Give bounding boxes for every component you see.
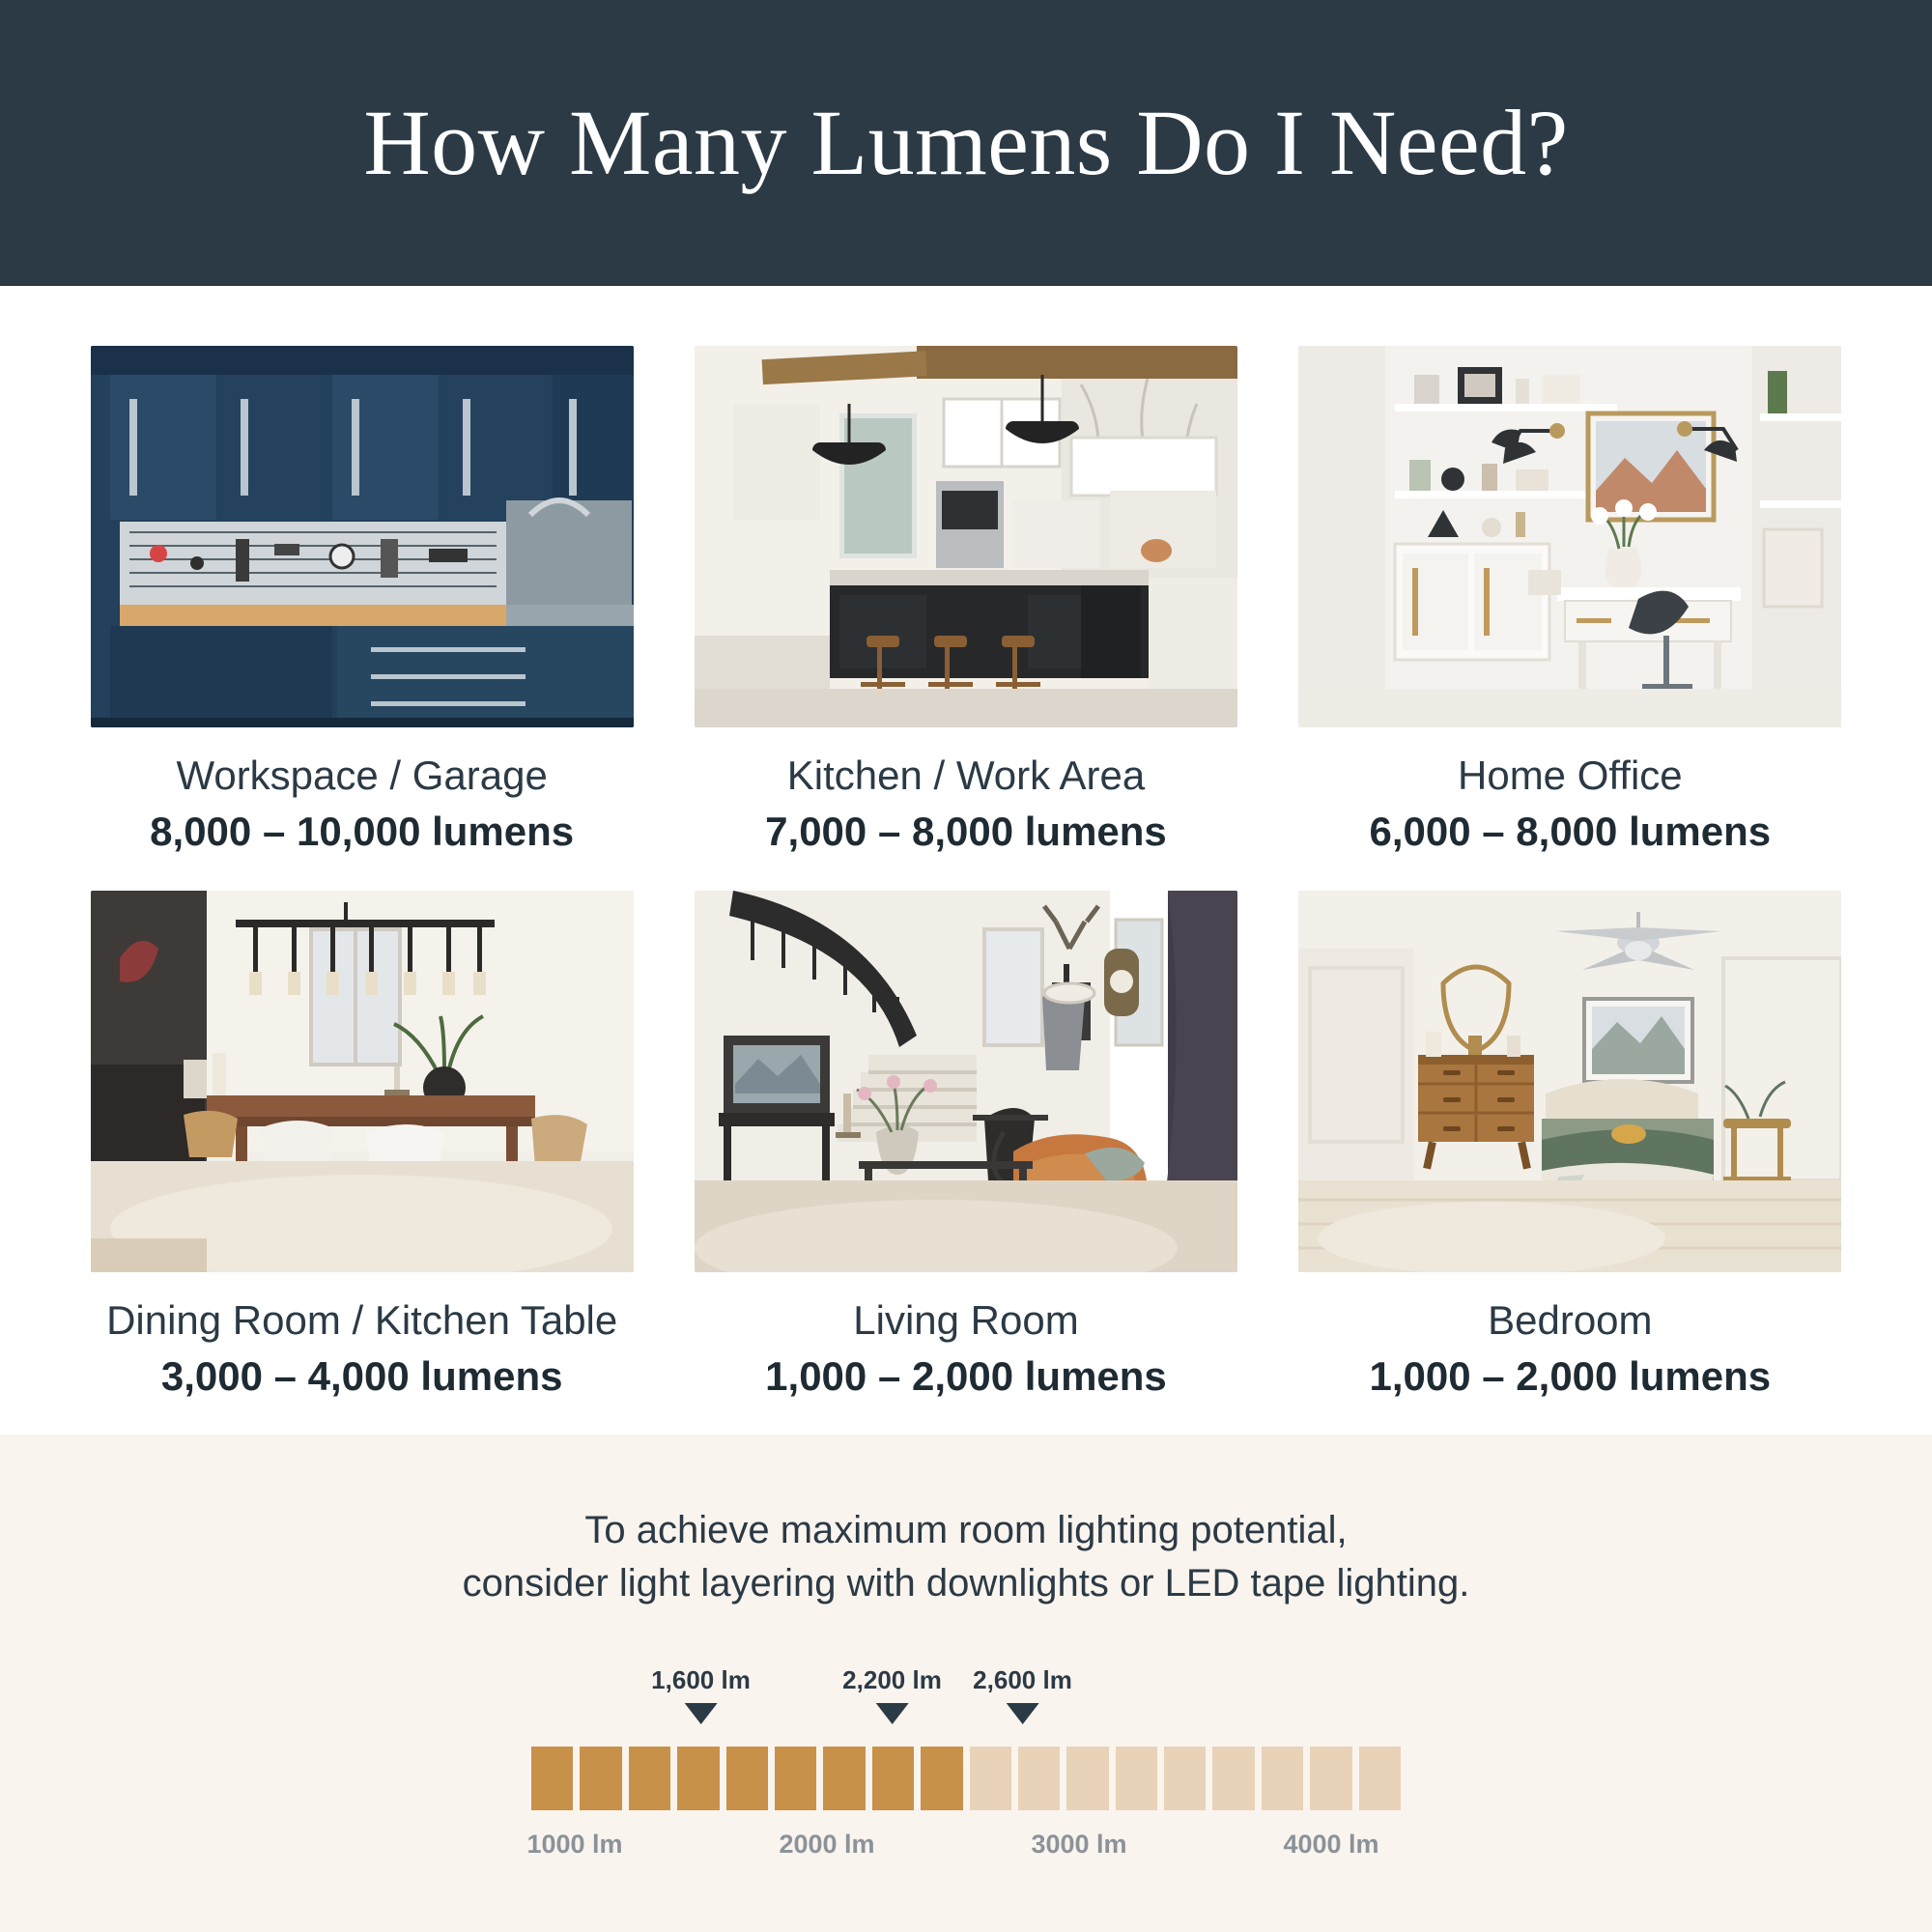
- scale-marker-label: 2,200 lm: [842, 1664, 942, 1694]
- room-card: [70, 891, 654, 1401]
- room-lumens: 3,000 – 4,000 lumens: [160, 1352, 563, 1399]
- home-office-photo: [1298, 346, 1841, 727]
- scale-marker: [651, 1665, 751, 1724]
- room-lumens: 8,000 – 10,000 lumens: [150, 809, 575, 855]
- room-lumens: 6,000 – 8,000 lumens: [1369, 809, 1772, 855]
- scale-marker-label: 2,600 lm: [973, 1664, 1072, 1694]
- footer-text-line-2: consider light layering with downlights or LED tape lighting.: [462, 1562, 1470, 1605]
- scale-bar-segment: [1310, 1747, 1351, 1810]
- workspace-garage-photo: [91, 346, 634, 727]
- room-card: [673, 891, 1258, 1401]
- scale-bar-segment: [775, 1747, 816, 1810]
- lumen-scale: [526, 1664, 1401, 1878]
- scale-tick-label: 3000 lm: [1031, 1829, 1127, 1859]
- scale-bar-segment: [970, 1747, 1011, 1810]
- scale-marker: [973, 1665, 1072, 1724]
- header-banner: [0, 0, 1932, 286]
- room-name: Kitchen / Work Area: [786, 753, 1146, 798]
- room-grid: [70, 346, 1862, 1400]
- footer-text-line-1: To achieve maximum room lighting potential,: [584, 1509, 1348, 1552]
- bedroom-photo: [1298, 891, 1841, 1272]
- scale-bar-segment: [872, 1747, 914, 1810]
- dining-room-photo: [91, 891, 634, 1272]
- scale-marker-label: 1,600 lm: [651, 1664, 751, 1694]
- living-room-photo: [695, 891, 1237, 1272]
- scale-bar-segment: [1262, 1747, 1303, 1810]
- scale-bar-segment: [629, 1747, 670, 1810]
- scale-bar-segment: [823, 1747, 865, 1810]
- kitchen-work-area-photo: [695, 346, 1237, 727]
- scale-marker-triangle-icon: [1006, 1703, 1038, 1724]
- room-card: [70, 346, 654, 856]
- scale-marker: [842, 1665, 942, 1724]
- scale-tick-label: 4000 lm: [1283, 1829, 1379, 1859]
- room-lumens: 1,000 – 2,000 lumens: [1369, 1352, 1772, 1399]
- room-card: [1278, 346, 1862, 856]
- scale-bar-segment: [580, 1747, 621, 1810]
- room-name: Living Room: [853, 1296, 1079, 1343]
- scale-bar-segment: [726, 1747, 768, 1810]
- scale-marker-triangle-icon: [875, 1703, 908, 1724]
- scale-bar-segment: [1164, 1747, 1206, 1810]
- scale-marker-triangle-icon: [684, 1703, 717, 1724]
- scale-markers: [531, 1665, 1401, 1747]
- room-name: Workspace / Garage: [176, 753, 548, 798]
- footer-section: [0, 1435, 1932, 1932]
- scale-bar-segment: [1116, 1747, 1157, 1810]
- room-name: Dining Room / Kitchen Table: [106, 1296, 618, 1343]
- room-grid-section: [0, 286, 1932, 1435]
- scale-bar-segment: [1359, 1747, 1401, 1810]
- room-card: [1278, 891, 1862, 1401]
- room-name: Home Office: [1458, 753, 1683, 798]
- page-title: How Many Lumens Do I Need?: [363, 91, 1569, 194]
- room-lumens: 1,000 – 2,000 lumens: [765, 1352, 1167, 1399]
- room-card: [673, 346, 1258, 856]
- scale-bar-segment: [677, 1747, 719, 1810]
- scale-tick-labels: [526, 1829, 1401, 1878]
- scale-bar-segment: [1066, 1747, 1108, 1810]
- room-name: Bedroom: [1488, 1296, 1653, 1343]
- scale-tick-label: 2000 lm: [779, 1829, 875, 1859]
- scale-tick-label: 1000 lm: [526, 1829, 623, 1859]
- room-lumens: 7,000 – 8,000 lumens: [765, 809, 1167, 855]
- scale-bar-segment: [531, 1747, 573, 1810]
- scale-bars: [531, 1747, 1401, 1810]
- scale-bar-segment: [1212, 1747, 1254, 1810]
- scale-bar-segment: [921, 1747, 962, 1810]
- scale-bar-segment: [1018, 1747, 1060, 1810]
